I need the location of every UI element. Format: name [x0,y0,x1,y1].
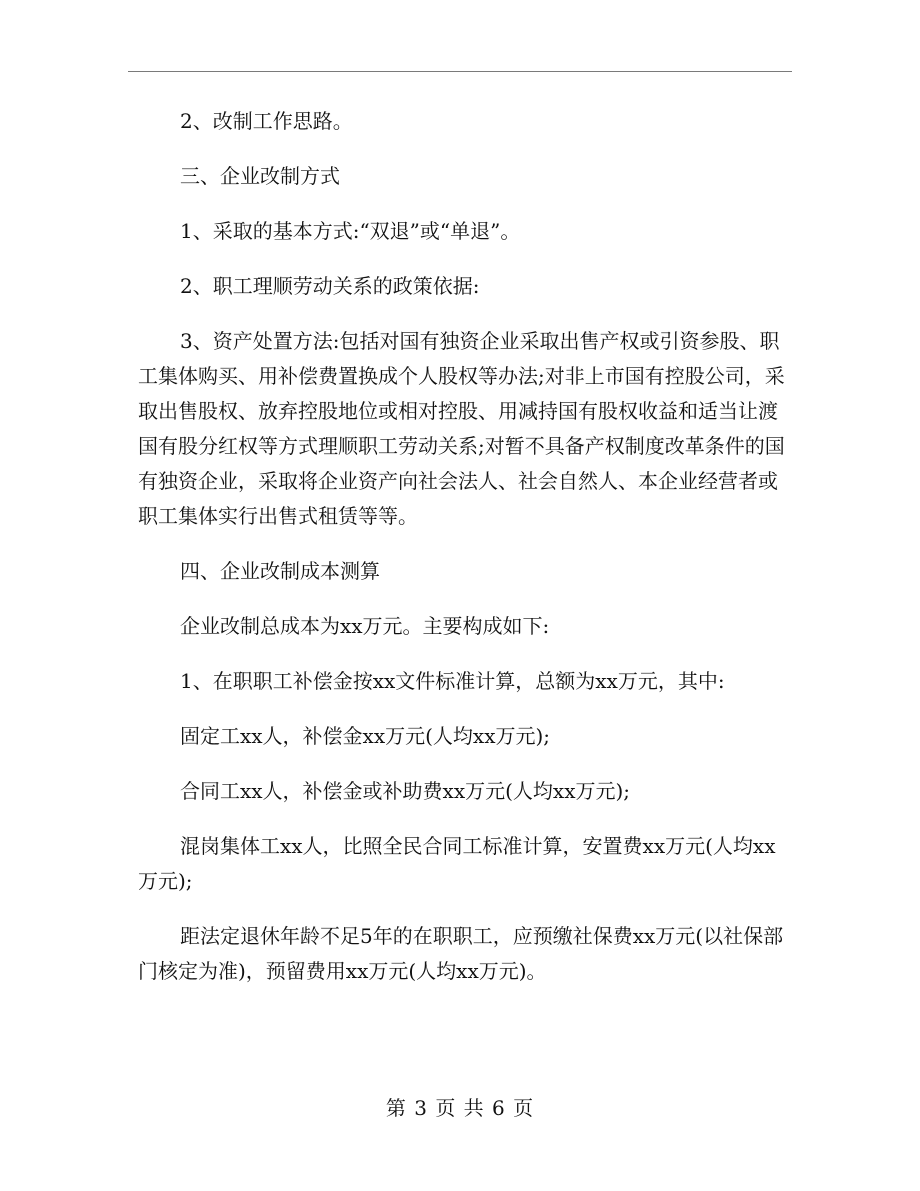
paragraph: 2、职工理顺劳动关系的政策依据: [180,274,480,298]
section-heading: 四、企业改制成本测算 [180,559,380,583]
paragraph: 1、采取的基本方式:“双退”或“单退”。 [180,219,521,243]
paragraph: 混岗集体工xx人，比照全民合同工标准计算，安置费xx万元(人均xx万元); [138,834,776,893]
paragraph: 2、改制工作思路。 [180,109,353,133]
document-body [138,104,794,989]
paragraph: 合同工xx人，补偿金或补助费xx万元(人均xx万元); [180,779,631,803]
paragraph: 3、资产处置方法:包括对国有独资企业采取出售产权或引资参股、职工集体购买、用补偿费置换成个人股权等办法;对非上市国有控股公司，采取出售股权、放弃控股地位或相对控股、用减持国有股权收益和适当让渡国有股分红权等方式理顺职工劳动关系;对暂不具备产权制度改革条件的国有独资企业，采取将企业资产向社会法人、社会自然人、本企业经营者或职工集体实行出售式租赁等等。 [138,329,785,528]
paragraph: 距法定退休年龄不足5年的在职职工，应预缴社保费xx万元(以社保部门核定为准)，预留费用xx万元(人均xx万元)。 [138,924,784,983]
section-heading: 三、企业改制方式 [180,164,340,188]
paragraph: 固定工xx人，补偿金xx万元(人均xx万元); [180,724,551,748]
paragraph: 企业改制总成本为xx万元。主要构成如下: [180,614,550,638]
header-divider [128,71,792,72]
paragraph: 1、在职职工补偿金按xx文件标准计算，总额为xx万元，其中: [180,669,725,693]
page-number: 第 3 页 共 6 页 [385,1096,535,1120]
